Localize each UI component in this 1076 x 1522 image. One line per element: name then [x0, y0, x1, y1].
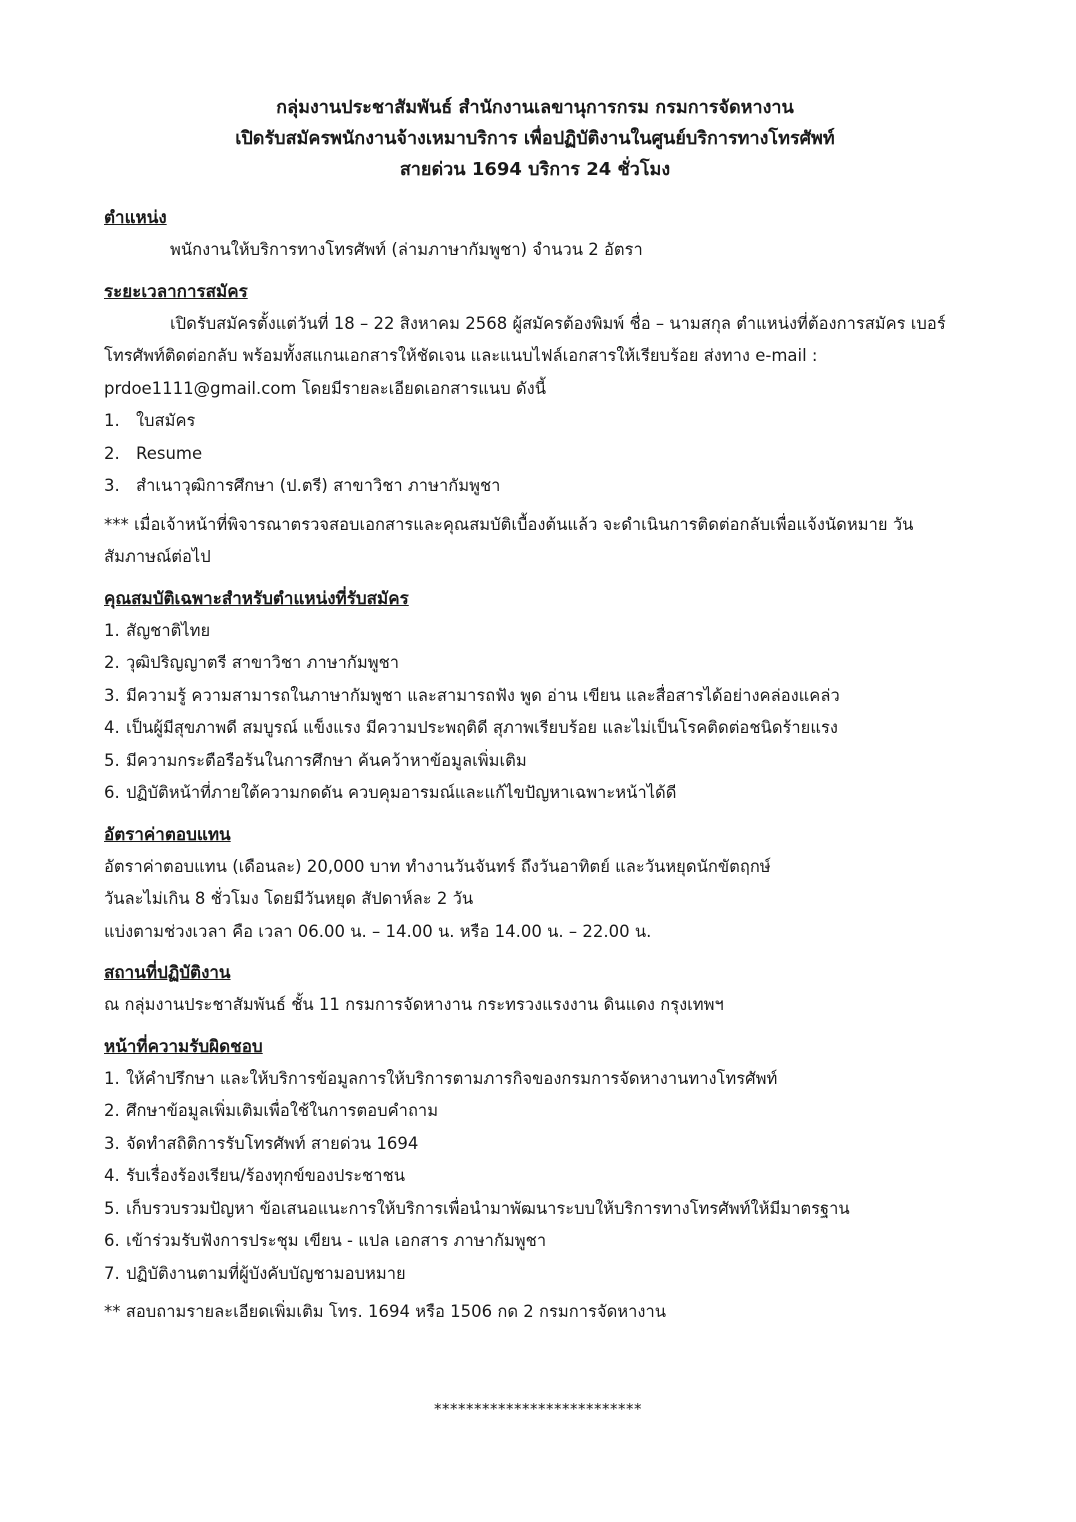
list-item: 5. มีความกระตือรือร้นในการศึกษา ค้นคว้าหาข้อมูลเพิ่มเติม: [104, 750, 527, 770]
compensation-shifts: แบ่งตามช่วงเวลา คือ เวลา 06.00 น. – 14.00 น. หรือ 14.00 น. – 22.00 น.: [104, 921, 652, 941]
list-item: 1. ใบสมัคร: [104, 411, 196, 430]
list-item: 4. รับเรื่องร้องเรียน/ร้องทุกข์ของประชาชน: [104, 1166, 406, 1185]
list-item: 1. ให้คำปรึกษา และให้บริการข้อมูลการให้บริการตามภารกิจของกรมการจัดหางานทางโทรศัพท์: [104, 1068, 778, 1088]
section-title-application-period: ระยะเวลาการสมัคร: [104, 281, 248, 302]
section-title-qualifications: คุณสมบัติเฉพาะสำหรับตำแหน่งที่รับสมัคร: [104, 588, 409, 609]
interview-note: *** เมื่อเจ้าหน้าที่พิจารณาตรวจสอบเอกสารและคุณสมบัติเบื้องต้นแล้ว จะดำเนินการติดต่อกลับเพื่อแจ้งนัดหมาย วันสัมภาษณ์ต่อไป: [104, 514, 914, 566]
section-title-compensation: อัตราค่าตอบแทน: [104, 824, 231, 845]
list-item: 3. สำเนาวุฒิการศึกษา (ป.ตรี) สาขาวิชา ภาษากัมพูชา: [104, 476, 501, 495]
section-title-responsibilities: หน้าที่ความรับผิดชอบ: [104, 1036, 263, 1057]
list-item: 5. เก็บรวบรวมปัญหา ข้อเสนอแนะการให้บริการเพื่อนำมาพัฒนาระบบให้บริการทางโทรศัพท์ให้มีมาตรฐาน: [104, 1198, 850, 1218]
list-item: 7. ปฏิบัติงานตามที่ผู้บังคับบัญชามอบหมาย: [104, 1263, 406, 1283]
compensation-rate: อัตราค่าตอบแทน (เดือนละ) 20,000 บาท ทำงานวันจันทร์ ถึงวันอาทิตย์ และวันหยุดนักขัตฤกษ์: [104, 856, 771, 876]
section-title-workplace: สถานที่ปฏิบัติงาน: [104, 963, 231, 983]
list-item: 6. เข้าร่วมรับฟังการประชุม เขียน - แปล เอกสาร ภาษากัมพูชา: [104, 1231, 547, 1250]
list-item: 2. Resume: [104, 443, 203, 463]
application-period-text: เปิดรับสมัครตั้งแต่วันที่ 18 – 22 สิงหาคม 2568 ผู้สมัครต้องพิมพ์ ชื่อ – นามสกุล ตำแหน่งที่ต้องการสมัคร เบอร์โทรศัพท์ติดต่อกลับ พร้อมทั้งสแกนเอกสารให้ชัดเจน และแนบไฟล์เอกสารให้เรียบร้อย ส่งทาง e-mail : prdoe1111@gmail.com โดยมีรายละเอียดเอกสารแนบ ดังนี้: [104, 313, 946, 398]
required-documents-list: [104, 405, 966, 503]
qualifications-list: [104, 615, 966, 810]
compensation-hours: วันละไม่เกิน 8 ชั่วโมง โดยมีวันหยุด สัปดาห์ละ 2 วัน: [104, 889, 474, 908]
list-item: 3. จัดทำสถิติการรับโทรศัพท์ สายด่วน 1694: [104, 1133, 419, 1153]
document-header: [104, 92, 966, 185]
list-item: 1. สัญชาติไทย: [104, 620, 211, 640]
section-title-position: ตำแหน่ง: [104, 208, 167, 228]
responsibilities-list: [104, 1063, 966, 1291]
footer-divider-stars: **************************: [434, 1400, 642, 1418]
header-announcement: เปิดรับสมัครพนักงานจ้างเหมาบริการ เพื่อปฏิบัติงานในศูนย์บริการทางโทรศัพท์: [235, 128, 835, 149]
position-text: พนักงานให้บริการทางโทรศัพท์ (ล่ามภาษากัมพูชา) จำนวน 2 อัตรา: [170, 240, 643, 259]
list-item: 2. ศึกษาข้อมูลเพิ่มเติมเพื่อใช้ในการตอบคำถาม: [104, 1101, 439, 1120]
header-department: กลุ่มงานประชาสัมพันธ์ สำนักงานเลขานุการกรม กรมการจัดหางาน: [276, 97, 794, 118]
contact-note: ** สอบถามรายละเอียดเพิ่มเติม โทร. 1694 หรือ 1506 กด 2 กรมการจัดหางาน: [104, 1302, 667, 1321]
list-item: 3. มีความรู้ ความสามารถในภาษากัมพูชา และสามารถฟัง พูด อ่าน เขียน และสื่อสารได้อย่างคล่องแคล่ว: [104, 685, 840, 705]
list-item: 4. เป็นผู้มีสุขภาพดี สมบูรณ์ แข็งแรง มีความประพฤติดี สุภาพเรียบร้อย และไม่เป็นโรคติดต่อชนิดร้ายแรง: [104, 718, 838, 737]
list-item: 2. วุฒิปริญญาตรี สาขาวิชา ภาษากัมพูชา: [104, 653, 400, 672]
workplace-text: ณ กลุ่มงานประชาสัมพันธ์ ชั้น 11 กรมการจัดหางาน กระทรวงแรงงาน ดินแดง กรุงเทพฯ: [104, 995, 724, 1014]
header-hotline: สายด่วน 1694 บริการ 24 ชั่วโมง: [399, 159, 671, 180]
list-item: 6. ปฏิบัติหน้าที่ภายใต้ความกดดัน ควบคุมอารมณ์และแก้ไขปัญหาเฉพาะหน้าได้ดี: [104, 783, 677, 802]
